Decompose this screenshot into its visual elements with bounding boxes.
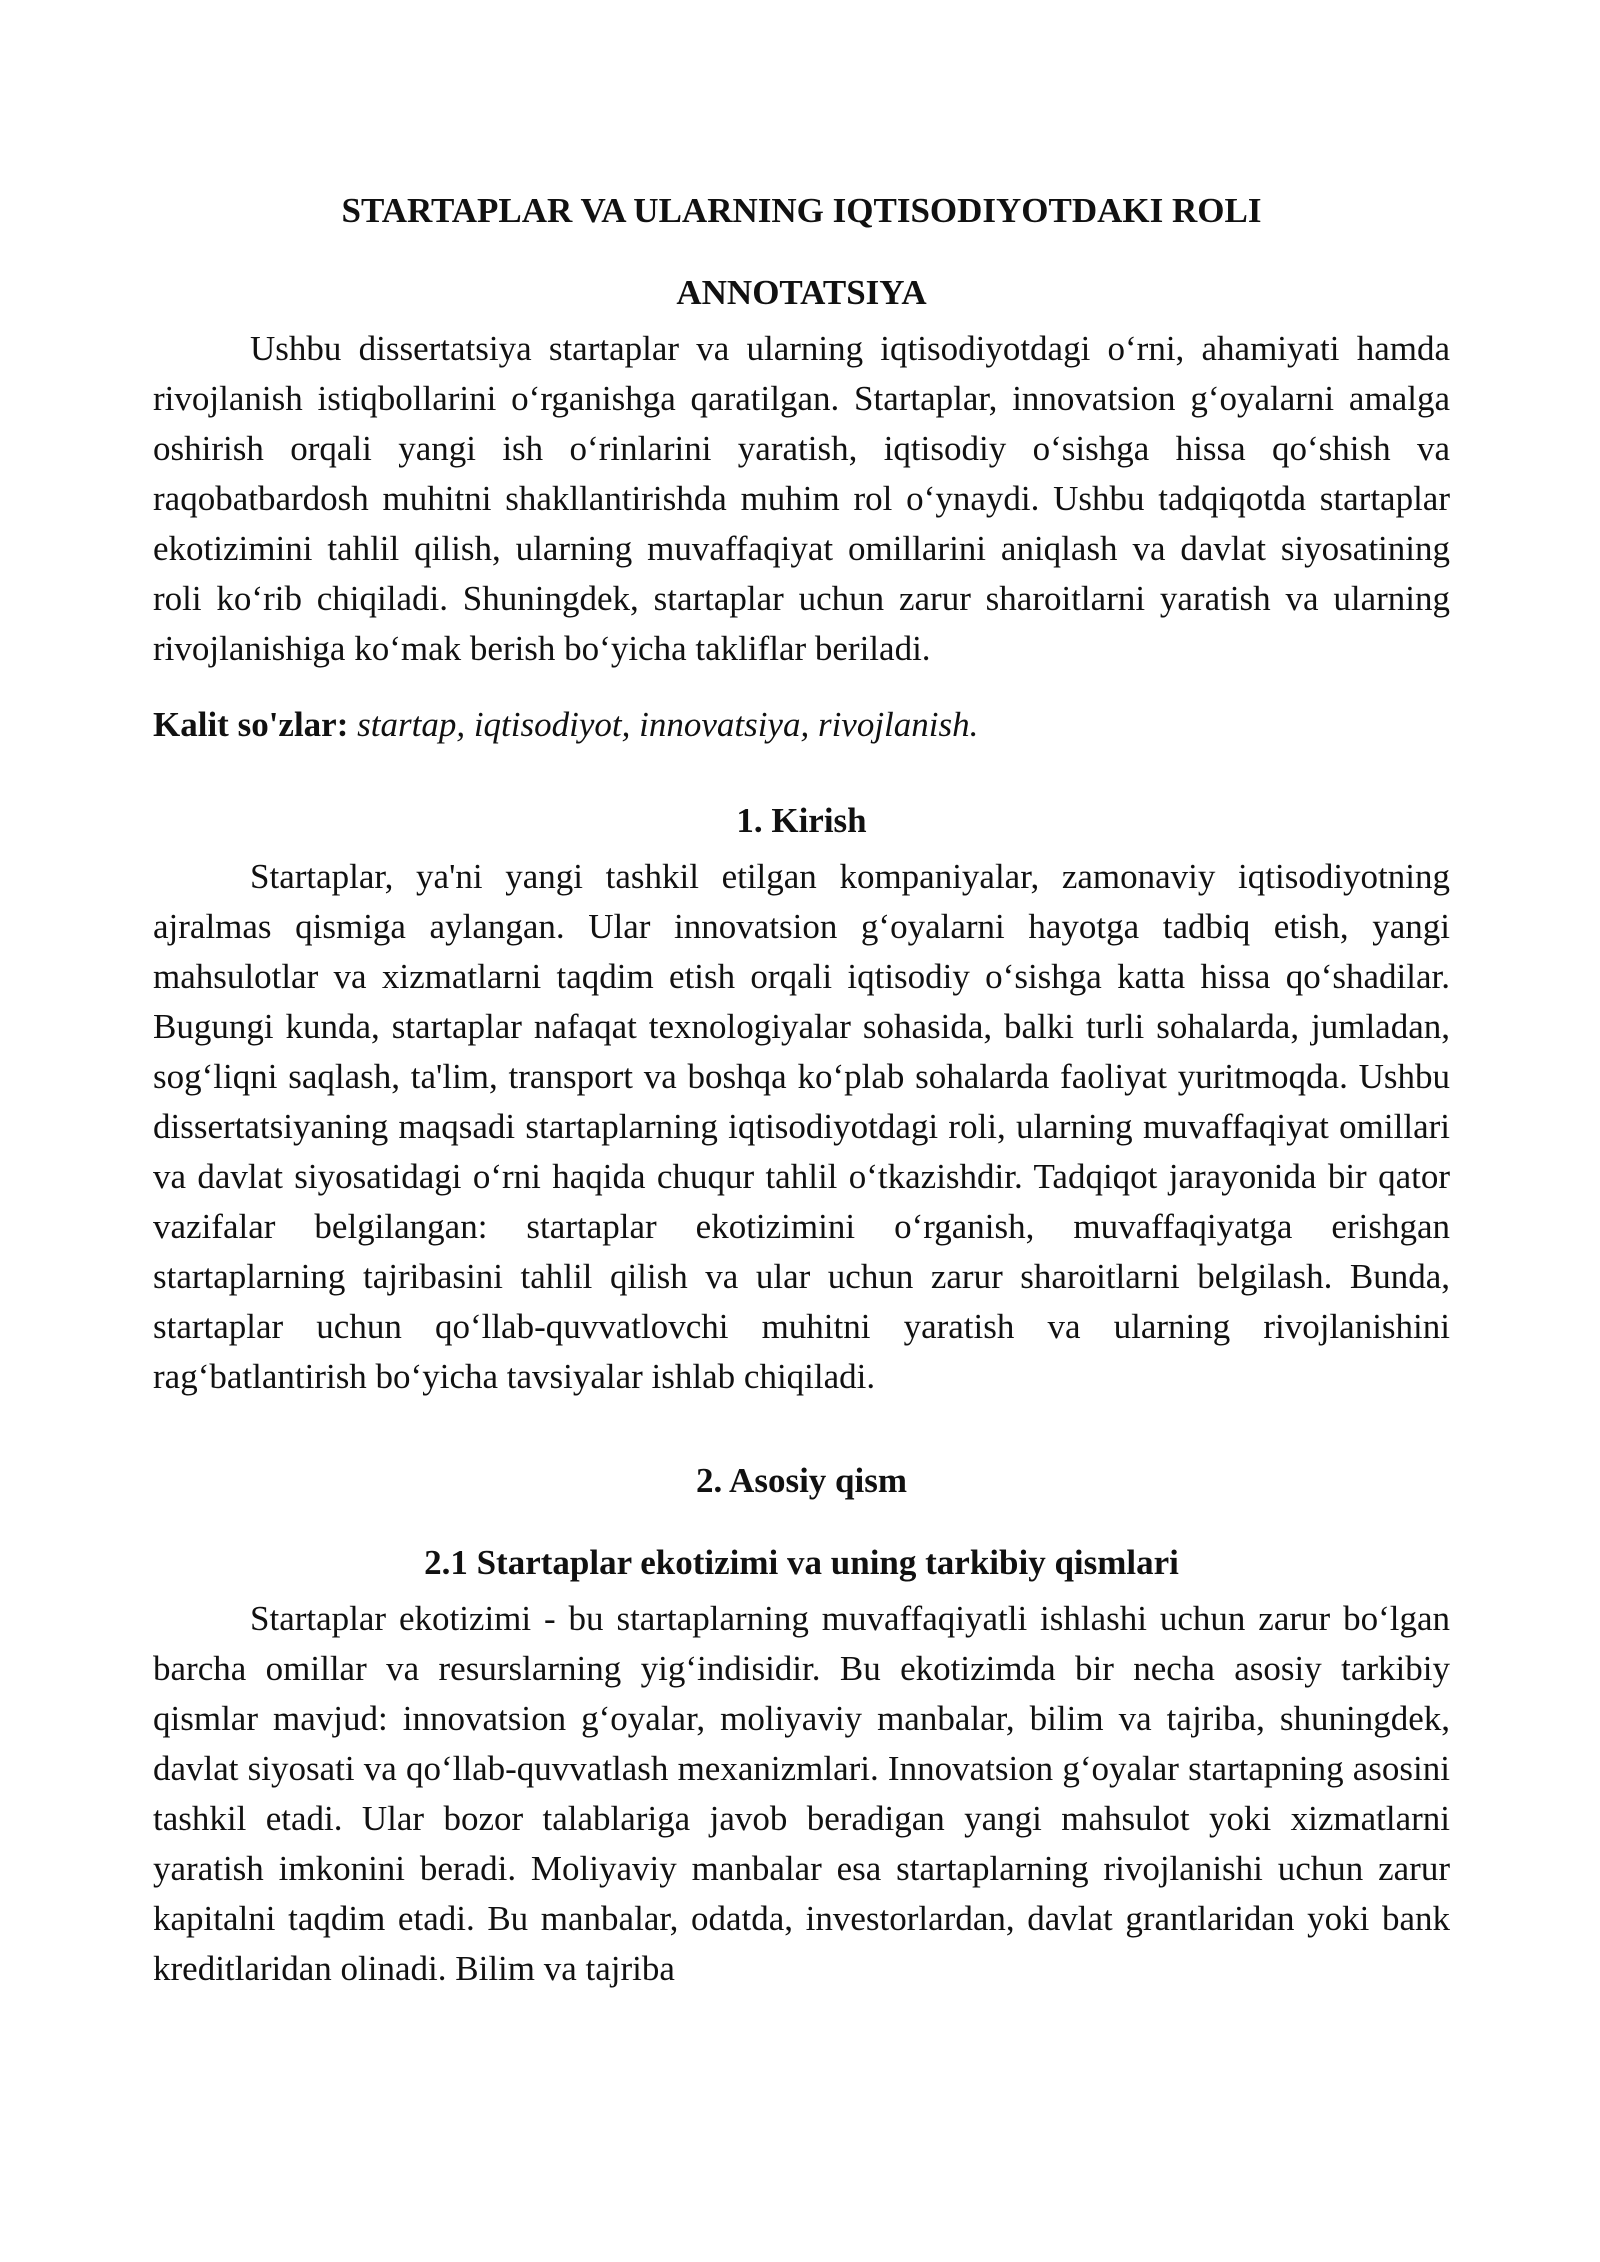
introduction-paragraph: Startaplar, ya'ni yangi tashkil etilgan kompaniyalar, zamonaviy iqtisodiyotning ajralmas qismiga aylangan. Ular innovatsion g‘oyalarni hayotga tadbiq etish, yangi mahsulotlar va xizmatlarni taqdim etish orqali iqtisodiy o‘sishga katta hissa qo‘shadilar. Bugungi kunda, startaplar nafaqat texnologiyalar sohasida, balki turli sohalarda, jumladan, sog‘liqni saqlash, ta'lim, transport va boshqa ko‘plab sohalarda faoliyat yuritmoqda. Ushbu dissertatsiyaning maqsadi startaplarning iqtisodiyotdagi roli, ularning muvaffaqiyat omillari va davlat siyosatidagi o‘rni haqida chuqur tahlil o‘tkazishdir. Tadqiqot jarayonida bir qator vazifalar belgilangan: startaplar ekotizimini o‘rganish, muvaffaqiyatga erishgan startaplarning tajribasini tahlil qilish va ular uchun zarur sharoitlarni belgilash. Bunda, startaplar uchun qo‘llab-quvvatlovchi muhitni yaratish va ularning rivojlanishini rag‘batlantirish bo‘yicha tavsiyalar ishlab chiqiladi. (153, 857, 1450, 1396)
spacer (153, 1512, 1450, 1532)
spacer (153, 674, 1450, 700)
annotation-heading: ANNOTATSIYA (676, 273, 927, 312)
spacer (153, 242, 1450, 262)
introduction-heading: 1. Kirish (736, 801, 867, 840)
main-paragraph: Startaplar ekotizimi - bu startaplarning muvaffaqiyatli ishlashi uchun zarur bo‘lgan barcha omillar va resurslarning yig‘indisidir. Bu ekotizimda bir necha asosiy tarkibiy qismlar mavjud: innovatsion g‘oyalar, moliyaviy manbalar, bilim va tajriba, shuningdek, davlat siyosati va qo‘llab-quvvatlash mexanizmlari. Innovatsion g‘oyalar startapning asosini tashkil etadi. Ular bozor talablariga javob beradigan yangi mahsulot yoki xizmatlarni yaratish imkonini beradi. Moliyaviy manbalar esa startaplarning rivojlanishi uchun zarur kapitalni taqdim etadi. Bu manbalar, odatda, investorlardan, davlat grantlaridan yoki bank kreditlaridan olinadi. Bilim va tajriba (153, 1599, 1450, 1988)
spacer (153, 1402, 1450, 1450)
spacer (153, 750, 1450, 790)
main-subheading: 2.1 Startaplar ekotizimi va uning tarkibiy qismlari (424, 1543, 1179, 1582)
keywords-label: Kalit so'zlar: (153, 705, 349, 744)
keywords-value: startap, iqtisodiyot, innovatsiya, rivojlanish. (357, 705, 979, 744)
page-content (153, 180, 1450, 1994)
document-title: STARTAPLAR VA ULARNING IQTISODIYOTDAKI ROLI (341, 191, 1262, 230)
keywords-line (153, 700, 1450, 750)
annotation-paragraph: Ushbu dissertatsiya startaplar va ularning iqtisodiyotdagi o‘rni, ahamiyati hamda rivojlanish istiqbollarini o‘rganishga qaratilgan. Startaplar, innovatsion g‘oyalarni amalga oshirish orqali yangi ish o‘rinlarini yaratish, iqtisodiy o‘sishga hissa qo‘shish va raqobatbardosh muhitni shakllantirishda muhim rol o‘ynaydi. Ushbu tadqiqotda startaplar ekotizimini tahlil qilish, ularning muvaffaqiyat omillarini aniqlash va davlat siyosatining roli ko‘rib chiqiladi. Shuningdek, startaplar uchun zarur sharoitlarni yaratish va ularning rivojlanishiga ko‘mak berish bo‘yicha takliflar beriladi. (153, 329, 1450, 668)
main-heading: 2. Asosiy qism (695, 1461, 908, 1500)
